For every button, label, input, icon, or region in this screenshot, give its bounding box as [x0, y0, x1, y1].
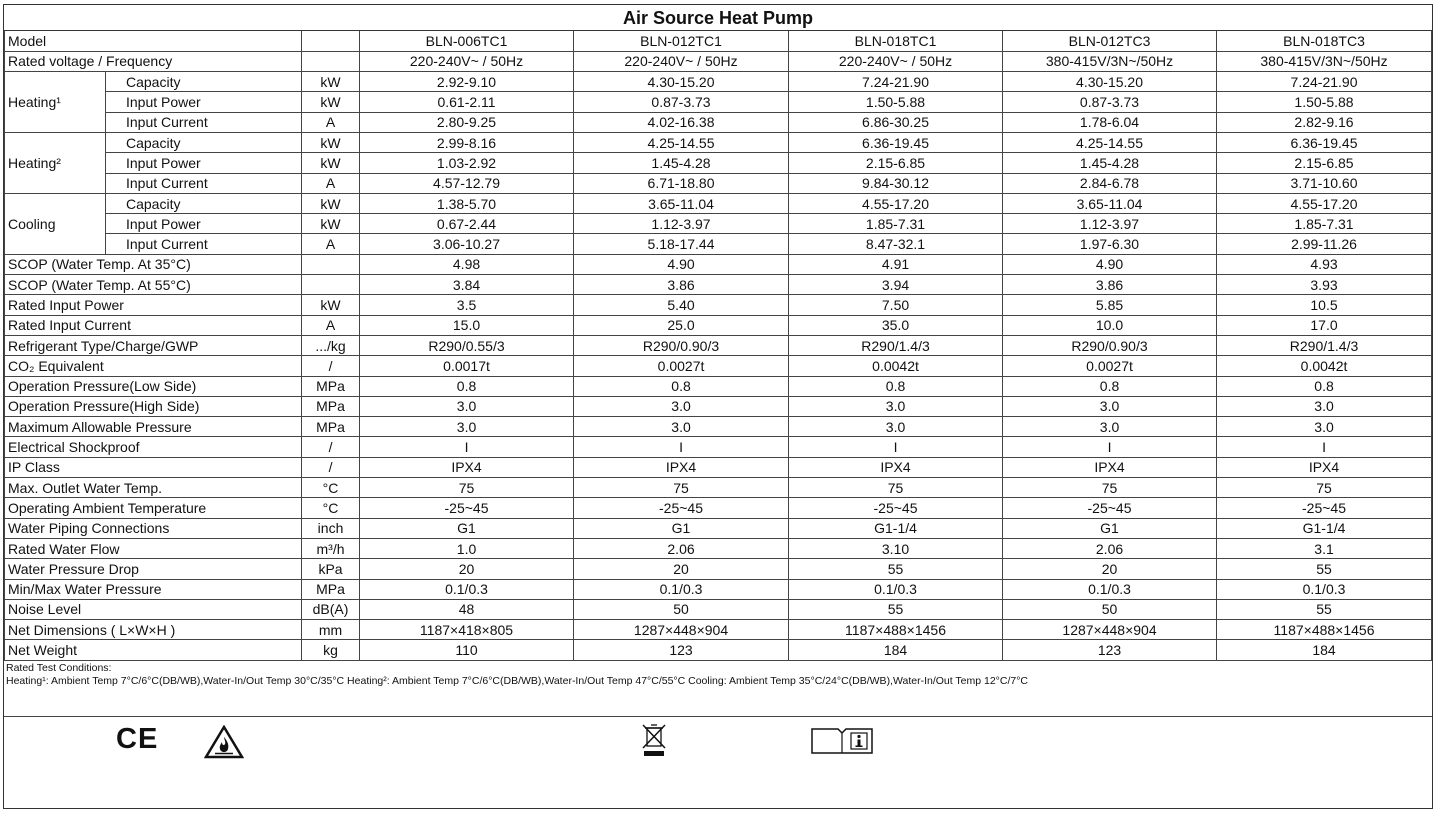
row-label-cell: Water Piping Connections [5, 518, 302, 538]
value-cell: 220-240V~ / 50Hz [789, 51, 1003, 71]
value-cell: 4.91 [789, 254, 1003, 274]
row-label-cell: Capacity [106, 132, 302, 152]
value-cell: 17.0 [1217, 315, 1432, 335]
value-cell: 4.90 [1003, 254, 1217, 274]
value-cell: 4.55-17.20 [1217, 193, 1432, 213]
unit-cell: A [302, 315, 360, 335]
unit-cell [302, 51, 360, 71]
unit-cell: °C [302, 498, 360, 518]
value-cell: 3.84 [360, 275, 574, 295]
value-cell: G1-1/4 [789, 518, 1003, 538]
unit-cell: MPa [302, 579, 360, 599]
value-cell: 3.5 [360, 295, 574, 315]
value-cell: 55 [1217, 599, 1432, 619]
value-cell: 5.18-17.44 [574, 234, 789, 254]
table-row [5, 132, 1432, 152]
row-label-cell: Max. Outlet Water Temp. [5, 478, 302, 498]
value-cell: R290/0.90/3 [1003, 335, 1217, 355]
value-cell: 4.55-17.20 [789, 193, 1003, 213]
value-cell: 0.1/0.3 [1003, 579, 1217, 599]
row-label-cell: Electrical Shockproof [5, 437, 302, 457]
row-label-cell: Min/Max Water Pressure [5, 579, 302, 599]
row-label-cell: Rated Input Power [5, 295, 302, 315]
value-cell: IPX4 [574, 457, 789, 477]
value-cell: 3.94 [789, 275, 1003, 295]
row-label-cell: Rated voltage / Frequency [5, 51, 302, 71]
value-cell: 2.99-8.16 [360, 132, 574, 152]
value-cell: 7.24-21.90 [1217, 72, 1432, 92]
value-cell: G1 [574, 518, 789, 538]
table-row [5, 559, 1432, 579]
value-cell: 1287×448×904 [1003, 620, 1217, 640]
table-row [5, 437, 1432, 457]
value-cell: 4.25-14.55 [574, 132, 789, 152]
unit-cell [302, 31, 360, 51]
table-row [5, 214, 1432, 234]
model-name-cell: BLN-018TC1 [789, 31, 1003, 51]
value-cell: 3.0 [789, 396, 1003, 416]
row-label-cell: Capacity [106, 193, 302, 213]
value-cell: 0.8 [574, 376, 789, 396]
value-cell: -25~45 [574, 498, 789, 518]
value-cell: 55 [789, 599, 1003, 619]
value-cell: 184 [1217, 640, 1432, 660]
unit-cell: kW [302, 193, 360, 213]
value-cell: G1-1/4 [1217, 518, 1432, 538]
value-cell: 3.0 [360, 417, 574, 437]
unit-cell: / [302, 356, 360, 376]
value-cell: 4.98 [360, 254, 574, 274]
table-row [5, 579, 1432, 599]
value-cell: G1 [1003, 518, 1217, 538]
unit-cell: .../kg [302, 335, 360, 355]
value-cell: 2.06 [1003, 538, 1217, 558]
value-cell: 55 [789, 559, 1003, 579]
value-cell: 4.30-15.20 [574, 72, 789, 92]
value-cell: 1.97-6.30 [1003, 234, 1217, 254]
table-row [5, 51, 1432, 71]
value-cell: I [574, 437, 789, 457]
unit-cell [302, 254, 360, 274]
value-cell: 5.85 [1003, 295, 1217, 315]
row-label-cell: Input Power [106, 214, 302, 234]
value-cell: 0.67-2.44 [360, 214, 574, 234]
value-cell: 2.06 [574, 538, 789, 558]
value-cell: 3.86 [574, 275, 789, 295]
value-cell: 1187×488×1456 [789, 620, 1003, 640]
table-row [5, 153, 1432, 173]
value-cell: 3.10 [789, 538, 1003, 558]
value-cell: 3.06-10.27 [360, 234, 574, 254]
value-cell: 4.93 [1217, 254, 1432, 274]
value-cell: 35.0 [789, 315, 1003, 335]
value-cell: 3.71-10.60 [1217, 173, 1432, 193]
value-cell: G1 [360, 518, 574, 538]
value-cell: 0.8 [1217, 376, 1432, 396]
row-label-cell: SCOP (Water Temp. At 35°C) [5, 254, 302, 274]
model-name-cell: BLN-018TC3 [1217, 31, 1432, 51]
value-cell: I [1217, 437, 1432, 457]
value-cell: 220-240V~ / 50Hz [360, 51, 574, 71]
model-header-row [5, 31, 1432, 51]
group-label-cell: Heating² [5, 132, 106, 193]
value-cell: 2.84-6.78 [1003, 173, 1217, 193]
value-cell: 1287×448×904 [574, 620, 789, 640]
value-cell: 9.84-30.12 [789, 173, 1003, 193]
value-cell: R290/1.4/3 [789, 335, 1003, 355]
table-row [5, 538, 1432, 558]
value-cell: 1.38-5.70 [360, 193, 574, 213]
value-cell: IPX4 [360, 457, 574, 477]
value-cell: 0.0017t [360, 356, 574, 376]
model-name-cell: BLN-012TC1 [574, 31, 789, 51]
table-row [5, 498, 1432, 518]
value-cell: 55 [1217, 559, 1432, 579]
row-label-cell: Input Power [106, 92, 302, 112]
row-label-cell: Input Current [106, 173, 302, 193]
unit-cell: MPa [302, 376, 360, 396]
value-cell: IPX4 [789, 457, 1003, 477]
unit-cell: kW [302, 132, 360, 152]
row-label-cell: Capacity [106, 72, 302, 92]
value-cell: 0.87-3.73 [574, 92, 789, 112]
value-cell: 3.0 [1217, 417, 1432, 437]
table-row [5, 112, 1432, 132]
row-label-cell: Operation Pressure(High Side) [5, 396, 302, 416]
value-cell: -25~45 [360, 498, 574, 518]
value-cell: 2.82-9.16 [1217, 112, 1432, 132]
value-cell: 1.85-7.31 [1217, 214, 1432, 234]
value-cell: 0.0027t [1003, 356, 1217, 376]
test-conditions [4, 661, 1432, 717]
table-row [5, 92, 1432, 112]
flammable-warning-icon [204, 725, 244, 759]
unit-cell: kW [302, 72, 360, 92]
model-name-cell: BLN-012TC3 [1003, 31, 1217, 51]
value-cell: 75 [789, 478, 1003, 498]
value-cell: 184 [789, 640, 1003, 660]
table-row [5, 254, 1432, 274]
value-cell: 220-240V~ / 50Hz [574, 51, 789, 71]
page-title: Air Source Heat Pump [4, 5, 1432, 31]
table-row [5, 478, 1432, 498]
row-label-cell: Rated Water Flow [5, 538, 302, 558]
model-name-cell: BLN-006TC1 [360, 31, 574, 51]
value-cell: -25~45 [1217, 498, 1432, 518]
ce-mark-icon: CE [116, 722, 159, 755]
unit-cell: A [302, 173, 360, 193]
row-label-cell: Input Current [106, 234, 302, 254]
value-cell: 6.71-18.80 [574, 173, 789, 193]
table-row [5, 275, 1432, 295]
value-cell: 3.65-11.04 [574, 193, 789, 213]
row-label-cell: Operating Ambient Temperature [5, 498, 302, 518]
value-cell: 2.92-9.10 [360, 72, 574, 92]
value-cell: 0.8 [360, 376, 574, 396]
group-label-cell: Cooling [5, 193, 106, 254]
table-row [5, 396, 1432, 416]
certification-icons [4, 717, 1432, 761]
value-cell: IPX4 [1217, 457, 1432, 477]
value-cell: IPX4 [1003, 457, 1217, 477]
unit-cell: kW [302, 295, 360, 315]
unit-cell: / [302, 457, 360, 477]
value-cell: 5.40 [574, 295, 789, 315]
unit-cell: kg [302, 640, 360, 660]
value-cell: 2.80-9.25 [360, 112, 574, 132]
test-conditions-heading: Rated Test Conditions: [6, 661, 112, 674]
value-cell: 0.1/0.3 [1217, 579, 1432, 599]
table-row [5, 356, 1432, 376]
value-cell: 7.24-21.90 [789, 72, 1003, 92]
unit-cell: kW [302, 214, 360, 234]
unit-cell: A [302, 112, 360, 132]
table-row [5, 193, 1432, 213]
row-label-cell: Maximum Allowable Pressure [5, 417, 302, 437]
table-row [5, 599, 1432, 619]
value-cell: 48 [360, 599, 574, 619]
group-label-cell: Heating¹ [5, 72, 106, 133]
unit-cell: MPa [302, 396, 360, 416]
test-conditions-text: Heating¹: Ambient Temp 7°C/6°C(DB/WB),Water-In/Out Temp 30°C/35°C Heating²: Ambient Temp 7°C/6°C(DB/WB),Water-In/Out Temp 47°C/55°C Cooling: Ambient Temp 35°C/24°C(DB/WB),Water-In/Out Temp 12°C/7°C [6, 674, 1029, 687]
table-row [5, 417, 1432, 437]
value-cell: -25~45 [789, 498, 1003, 518]
value-cell: R290/0.55/3 [360, 335, 574, 355]
value-cell: 25.0 [574, 315, 789, 335]
value-cell: 380-415V/3N~/50Hz [1217, 51, 1432, 71]
value-cell: 1187×418×805 [360, 620, 574, 640]
value-cell: 10.0 [1003, 315, 1217, 335]
spec-sheet [3, 4, 1433, 809]
table-row [5, 620, 1432, 640]
row-label-cell: Water Pressure Drop [5, 559, 302, 579]
value-cell: 2.99-11.26 [1217, 234, 1432, 254]
value-cell: 75 [360, 478, 574, 498]
table-row [5, 376, 1432, 396]
row-label-cell: Noise Level [5, 599, 302, 619]
value-cell: 10.5 [1217, 295, 1432, 315]
unit-cell: m³/h [302, 538, 360, 558]
value-cell: 1.45-4.28 [574, 153, 789, 173]
value-cell: 0.8 [1003, 376, 1217, 396]
value-cell: 3.86 [1003, 275, 1217, 295]
value-cell: 1.03-2.92 [360, 153, 574, 173]
value-cell: 0.61-2.11 [360, 92, 574, 112]
value-cell: 6.36-19.45 [1217, 132, 1432, 152]
value-cell: 20 [1003, 559, 1217, 579]
row-label-cell: CO₂ Equivalent [5, 356, 302, 376]
value-cell: 123 [1003, 640, 1217, 660]
value-cell: 1.12-3.97 [1003, 214, 1217, 234]
table-row [5, 72, 1432, 92]
value-cell: 3.65-11.04 [1003, 193, 1217, 213]
row-label-cell: Net Dimensions ( L×W×H ) [5, 620, 302, 640]
value-cell: 1.12-3.97 [574, 214, 789, 234]
value-cell: 3.0 [1217, 396, 1432, 416]
header-label-cell: Model [5, 31, 302, 51]
value-cell: -25~45 [1003, 498, 1217, 518]
value-cell: 110 [360, 640, 574, 660]
value-cell: I [1003, 437, 1217, 457]
row-label-cell: Input Power [106, 153, 302, 173]
value-cell: 75 [1217, 478, 1432, 498]
value-cell: 75 [1003, 478, 1217, 498]
unit-cell: kW [302, 153, 360, 173]
value-cell: 50 [1003, 599, 1217, 619]
row-label-cell: Input Current [106, 112, 302, 132]
value-cell: 6.36-19.45 [789, 132, 1003, 152]
value-cell: 50 [574, 599, 789, 619]
value-cell: 4.30-15.20 [1003, 72, 1217, 92]
value-cell: 3.0 [574, 396, 789, 416]
value-cell: 4.57-12.79 [360, 173, 574, 193]
value-cell: 1.50-5.88 [789, 92, 1003, 112]
unit-cell: / [302, 437, 360, 457]
unit-cell: mm [302, 620, 360, 640]
value-cell: 3.1 [1217, 538, 1432, 558]
value-cell: 1.45-4.28 [1003, 153, 1217, 173]
table-row [5, 315, 1432, 335]
value-cell: 2.15-6.85 [1217, 153, 1432, 173]
value-cell: 0.1/0.3 [360, 579, 574, 599]
unit-cell: kW [302, 92, 360, 112]
unit-cell: A [302, 234, 360, 254]
table-row [5, 295, 1432, 315]
value-cell: 0.0042t [1217, 356, 1432, 376]
row-label-cell: SCOP (Water Temp. At 55°C) [5, 275, 302, 295]
unit-cell: kPa [302, 559, 360, 579]
value-cell: 3.93 [1217, 275, 1432, 295]
value-cell: 1.78-6.04 [1003, 112, 1217, 132]
value-cell: 2.15-6.85 [789, 153, 1003, 173]
value-cell: 0.1/0.3 [574, 579, 789, 599]
value-cell: 3.0 [1003, 417, 1217, 437]
value-cell: 1.85-7.31 [789, 214, 1003, 234]
value-cell: 20 [574, 559, 789, 579]
value-cell: 75 [574, 478, 789, 498]
table-row [5, 518, 1432, 538]
row-label-cell: Net Weight [5, 640, 302, 660]
value-cell: 0.1/0.3 [789, 579, 1003, 599]
value-cell: 0.0042t [789, 356, 1003, 376]
row-label-cell: Rated Input Current [5, 315, 302, 335]
manual-info-icon [810, 726, 874, 756]
value-cell: 1.50-5.88 [1217, 92, 1432, 112]
value-cell: 7.50 [789, 295, 1003, 315]
value-cell: I [789, 437, 1003, 457]
unit-cell: inch [302, 518, 360, 538]
value-cell: 0.8 [789, 376, 1003, 396]
weee-bin-icon [640, 722, 668, 758]
value-cell: 3.0 [360, 396, 574, 416]
value-cell: R290/1.4/3 [1217, 335, 1432, 355]
table-row [5, 640, 1432, 660]
value-cell: 8.47-32.1 [789, 234, 1003, 254]
unit-cell: °C [302, 478, 360, 498]
unit-cell: dB(A) [302, 599, 360, 619]
table-row [5, 234, 1432, 254]
table-row [5, 335, 1432, 355]
value-cell: 1.0 [360, 538, 574, 558]
value-cell: 3.0 [1003, 396, 1217, 416]
row-label-cell: IP Class [5, 457, 302, 477]
value-cell: R290/0.90/3 [574, 335, 789, 355]
value-cell: 4.25-14.55 [1003, 132, 1217, 152]
value-cell: 4.90 [574, 254, 789, 274]
table-row [5, 457, 1432, 477]
spec-table-body [5, 31, 1432, 660]
value-cell: 0.87-3.73 [1003, 92, 1217, 112]
value-cell: 3.0 [789, 417, 1003, 437]
value-cell: 4.02-16.38 [574, 112, 789, 132]
unit-cell [302, 275, 360, 295]
value-cell: 1187×488×1456 [1217, 620, 1432, 640]
value-cell: 380-415V/3N~/50Hz [1003, 51, 1217, 71]
unit-cell: MPa [302, 417, 360, 437]
value-cell: I [360, 437, 574, 457]
value-cell: 6.86-30.25 [789, 112, 1003, 132]
value-cell: 20 [360, 559, 574, 579]
value-cell: 123 [574, 640, 789, 660]
row-label-cell: Refrigerant Type/Charge/GWP [5, 335, 302, 355]
table-row [5, 173, 1432, 193]
value-cell: 3.0 [574, 417, 789, 437]
value-cell: 0.0027t [574, 356, 789, 376]
row-label-cell: Operation Pressure(Low Side) [5, 376, 302, 396]
spec-table [4, 31, 1432, 661]
value-cell: 15.0 [360, 315, 574, 335]
